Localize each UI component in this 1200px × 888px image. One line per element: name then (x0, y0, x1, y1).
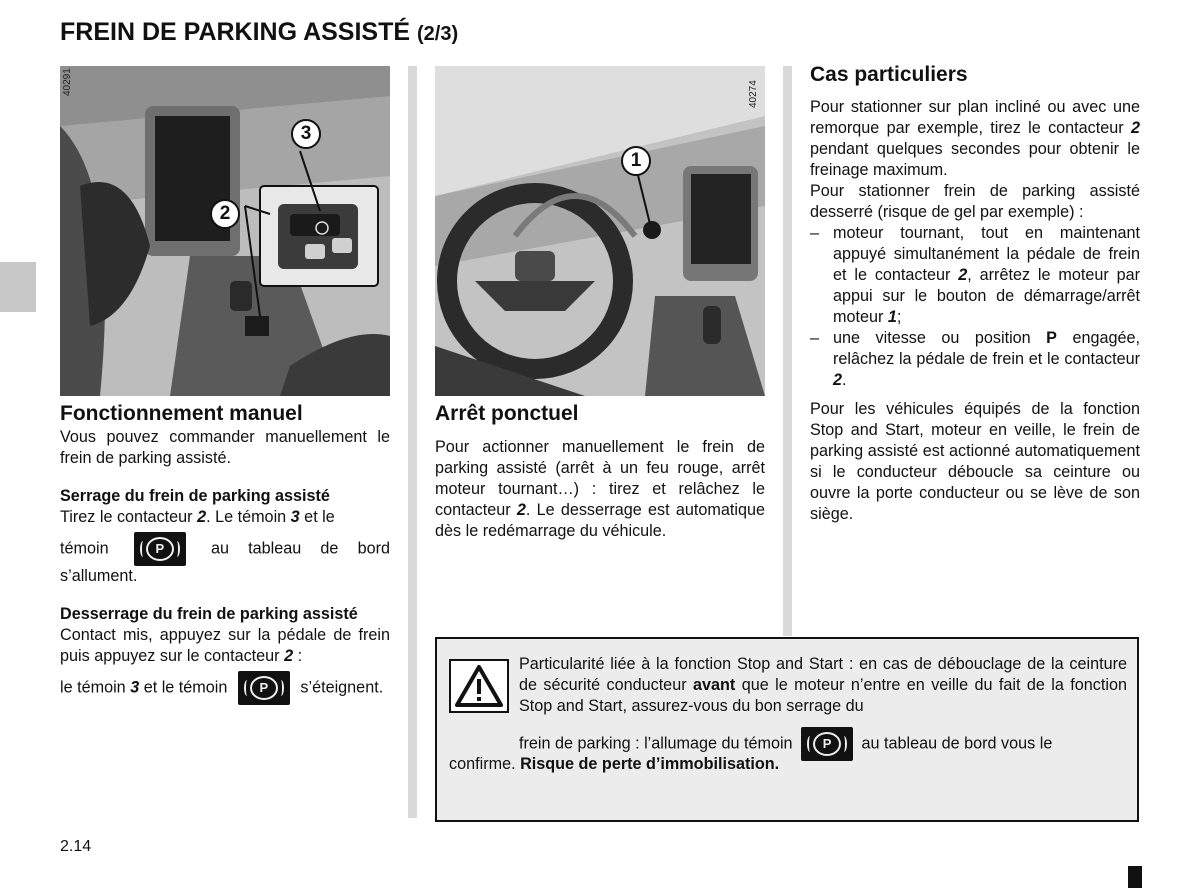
parking-brake-warning-light-icon: P (801, 727, 853, 761)
callout-2: 2 (210, 199, 240, 229)
callout-1: 1 (621, 146, 651, 176)
warning-triangle-icon (449, 659, 509, 713)
figure-reference-number: 40291 (62, 68, 73, 96)
warning-paragraph: Particularité liée à la fonction Stop and Start : en cas de débouclage de la ceinture de sécurité conducteur avant que le moteur n’entre en veille du fait de la fonction Stop and Start, assurez-vous du bon serrage du (519, 655, 1128, 715)
arret-ponctuel-paragraph: Pour actionner manuellement le frein de parking assisté (arrêt à un feu rouge, arrêt moteur tournant…) : tirez et relâchez le contacteur 2. Le desserrage est automatique dès le redémarrage du véhicule. (435, 438, 765, 540)
figure-reference-number: 40274 (748, 80, 759, 108)
page-title (60, 18, 458, 47)
warning-line-2: frein de parking : l’allumage du témoin P au tableau de bord vous le (519, 727, 1127, 761)
section-title-fonctionnement-manuel: Fonctionnement manuel (60, 402, 303, 425)
callout-3: 3 (291, 119, 321, 149)
section-title-cas-particuliers: Cas particuliers (810, 63, 968, 86)
column-separator (783, 66, 792, 636)
list-item: – une vitesse ou position P engagée, relâchez la pédale de frein et le contacteur 2. (810, 328, 1140, 391)
col3-body (810, 97, 1140, 525)
subheading-desserrage: Desserrage du frein de parking assisté (60, 605, 358, 623)
cas-p2: Pour stationner frein de parking assisté desserré (risque de gel par exemple) : (810, 182, 1140, 221)
desserrage-line-2: le témoin 3 et le témoin P s’éteignent. (60, 671, 390, 705)
section-tab-marker (0, 262, 36, 312)
desserrage-paragraph: Contact mis, appuyez sur la pédale de frein puis appuyez sur le contacteur 2 : (60, 626, 390, 665)
col1-body (60, 427, 390, 705)
col2-body (435, 437, 765, 542)
cas-list (810, 223, 1140, 391)
warning-text (519, 654, 1127, 717)
figure-steering-wheel-start-button (435, 66, 765, 396)
intro-paragraph: Vous pouvez commander manuellement le frein de parking assisté. (60, 428, 390, 467)
page-title-text: FREIN DE PARKING ASSISTÉ (60, 18, 411, 46)
parking-brake-warning-light-icon: P (134, 532, 186, 566)
warning-box (435, 637, 1139, 822)
subheading-serrage: Serrage du frein de parking assisté (60, 487, 330, 505)
figure-dashboard-center-console (60, 66, 390, 396)
warning-line-3: confirme. Risque de perte d’immobilisation. (449, 755, 780, 773)
page-corner-mark (1128, 866, 1142, 888)
parking-brake-warning-light-icon: P (238, 671, 290, 705)
column-separator (408, 66, 417, 818)
page-number: 2.14 (60, 838, 92, 855)
serrage-line-2: témoin P au tableau de bord s’allument. (60, 532, 390, 587)
list-item: – moteur tournant, tout en maintenant appuyé simultanément la pédale de frein et le contacteur 2, arrêtez le moteur par appui sur le bouton de démarrage/arrêt moteur 1; (810, 223, 1140, 328)
section-title-arret-ponctuel: Arrêt ponctuel (435, 402, 579, 425)
cas-p1: Pour stationner sur plan incliné ou avec une remorque par exemple, tirez le contacteur 2 pendant quelques secondes pour obtenir le freinage maximum. (810, 98, 1140, 179)
dashboard-illustration (60, 66, 390, 396)
page-title-suffix: (2/3) (417, 23, 459, 45)
serrage-line-1: Tirez le contacteur 2. Le témoin 3 et le (60, 508, 335, 526)
cas-p3: Pour les véhicules équipés de la fonction Stop and Start, moteur en veille, le frein de parking assisté est actionné automatiquement si le conducteur déboucle sa ceinture ou ouvre la porte conducteur ou se lève de son siège. (810, 400, 1140, 523)
steering-illustration (435, 66, 765, 396)
